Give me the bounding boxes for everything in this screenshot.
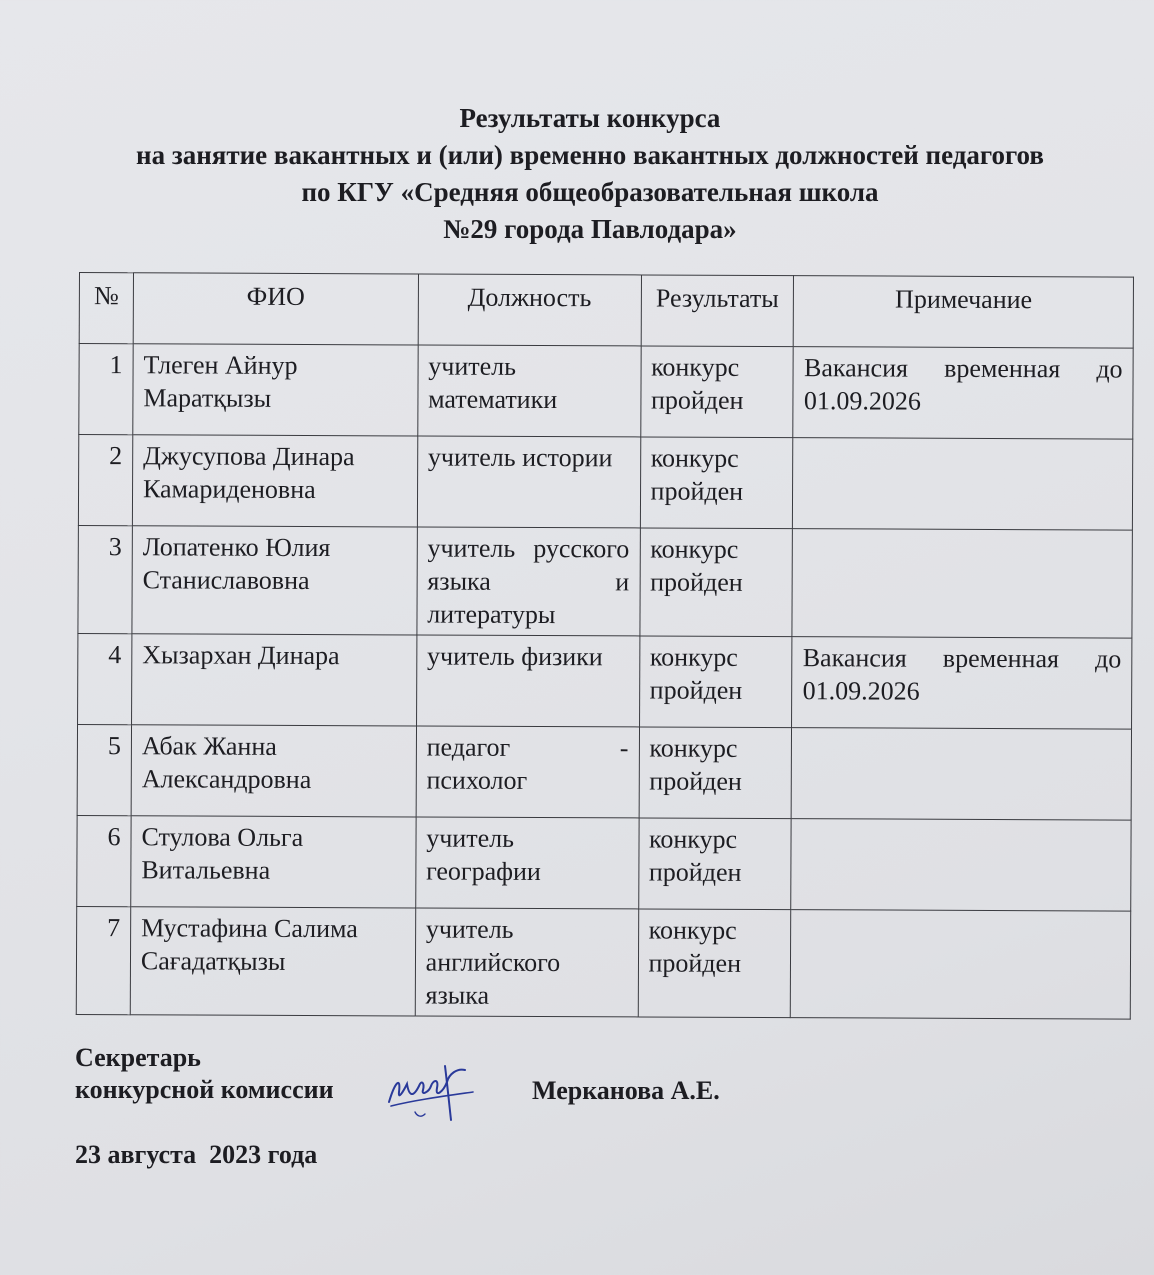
header-num: №	[79, 273, 133, 344]
cell-position: учитель английского языка	[415, 908, 638, 1017]
table-row	[76, 906, 1130, 1019]
cell-position: учитель истории	[417, 436, 640, 528]
table-header-row	[79, 273, 1133, 349]
cell-position: учитель географии	[415, 817, 638, 909]
title-line-2: на занятие вакантных и (или) временно вакантных должностей педагогов	[136, 140, 1044, 170]
header-fio: ФИО	[133, 273, 418, 345]
cell-fio: Лопатенко Юлия Станиславовна	[132, 526, 417, 635]
cell-result: конкурс пройден	[640, 437, 793, 529]
header-result: Результаты	[641, 275, 794, 347]
cell-note	[792, 529, 1132, 638]
title-line-3: по КГУ «Средняя общеобразовательная школа	[301, 177, 879, 207]
cell-result: конкурс пройден	[640, 346, 793, 438]
cell-result: конкурс пройден	[638, 818, 791, 910]
cell-num: 4	[78, 633, 132, 724]
cell-fio: Хызархан Динара	[131, 634, 416, 726]
cell-note	[791, 910, 1131, 1019]
secretary-label	[75, 1042, 334, 1106]
cell-num: 2	[78, 435, 132, 526]
cell-position: учитель русского языка и литературы	[417, 527, 640, 636]
signer-name: Мерканова А.Е.	[532, 1076, 720, 1105]
cell-result: конкурс пройден	[638, 909, 791, 1018]
cell-note	[793, 438, 1133, 530]
cell-result: конкурс пройден	[639, 528, 792, 637]
table-row	[78, 633, 1132, 729]
cell-fio: Тлеген Айнур Маратқызы	[133, 344, 418, 436]
table-row	[78, 525, 1132, 638]
cell-num: 1	[79, 344, 133, 435]
cell-position: учитель математики	[418, 345, 641, 437]
cell-note: Вакансия временная до 01.09.2026	[792, 637, 1132, 729]
cell-fio: Абак Жанна Александровна	[131, 725, 416, 817]
table-row	[77, 724, 1131, 820]
cell-fio: Джусупова Динара Камариденовна	[132, 435, 417, 527]
title-line-1: Результаты конкурса	[459, 103, 721, 133]
table-row	[77, 815, 1131, 911]
cell-num: 6	[77, 815, 131, 906]
cell-note: Вакансия временная до 01.09.2026	[793, 347, 1133, 439]
table-row	[78, 435, 1132, 531]
header-position: Должность	[418, 274, 641, 346]
cell-result: конкурс пройден	[639, 727, 792, 819]
table-row	[79, 344, 1133, 440]
cell-fio: Мустафина Салима Сағадатқызы	[130, 907, 415, 1016]
cell-fio: Стулова Ольга Витальевна	[131, 816, 416, 908]
cell-result: конкурс пройден	[639, 636, 792, 728]
cell-position: педагог - психолог	[416, 726, 639, 818]
cell-note	[791, 819, 1131, 911]
cell-num: 5	[77, 724, 131, 815]
cell-num: 7	[76, 906, 130, 1014]
document-title	[0, 100, 1154, 248]
title-line-4: №29 города Павлодара»	[443, 214, 737, 244]
results-table	[76, 272, 1134, 1020]
cell-note	[792, 728, 1132, 820]
cell-position: учитель физики	[416, 635, 639, 727]
document-date: 23 августа 2023 года	[75, 1140, 318, 1169]
secretary-line-2: конкурсной комиссии	[75, 1075, 334, 1104]
header-note: Примечание	[794, 276, 1134, 348]
cell-num: 3	[78, 525, 132, 633]
secretary-line-1: Секретарь	[75, 1043, 201, 1072]
signature-image	[385, 1062, 475, 1124]
